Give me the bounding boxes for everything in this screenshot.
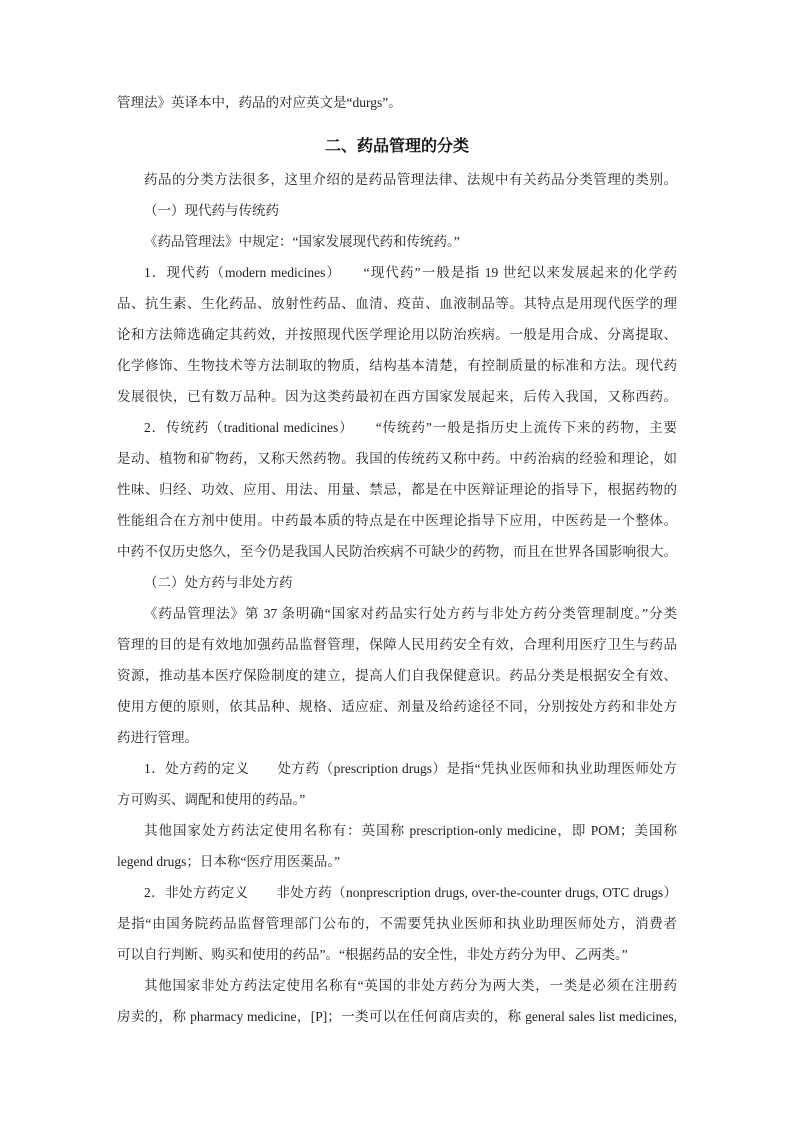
text-line: 《药品管理法》第 37 条明确“国家对药品实行处方药与非处方药分类管理制度。”分类 — [144, 606, 677, 621]
text-line: 方可购买、调配和使用的药品。” — [117, 792, 306, 807]
text-line: 1．现代药（modern medicines） “现代药”一般是指 19 世纪以来发展起来的化学药 — [144, 265, 677, 280]
text-line: 《药品管理法》中规定：“国家发展现代药和传统药。” — [144, 234, 460, 249]
text-line: 其他国家非处方药法定使用名称有“英国的非处方药分为两大类，一类是必须在注册药 — [144, 978, 677, 993]
text-line: 管理的目的是有效地加强药品监督管理，保障人民用药安全有效，合理利用医疗卫生与药品 — [117, 637, 677, 652]
text-line: 是指“由国务院药品监督管理部门公布的，不需要凭执业医师和执业助理医师处方，消费者 — [117, 916, 677, 931]
text-line: 可以自行判断、购买和使用的药品”。“根据药品的安全性，非处方药分为甲、乙两类。” — [117, 947, 628, 962]
text-line: （一）现代药与传统药 — [144, 203, 279, 218]
section-heading: 二、药品管理的分类 — [324, 138, 469, 155]
text-line: 化学修饰、生物技术等方法制取的物质，结构基本清楚，有控制质量的标准和方法。现代药 — [117, 358, 677, 373]
text-line: 使用方便的原则，依其品种、规格、适应症、剂量及给药途径不同，分别按处方药和非处方 — [117, 699, 677, 714]
text-line: 性味、归经、功效、应用、用法、用量、禁忌，都是在中医辩证理论的指导下，根据药物的 — [117, 482, 677, 497]
text-line: 管理法》英译本中，药品的对应英文是“durgs”。 — [117, 95, 402, 110]
text-line: 2．传统药（traditional medicines） “传统药”一般是指历史上流传下来的药物，主要 — [144, 420, 677, 435]
text-line: 是动、植物和矿物药，又称天然药物。我国的传统药又称中药。中药治病的经验和理论，如 — [117, 451, 677, 466]
text-line: 房卖的，称 pharmacy medicine，[P]；一类可以在任何商店卖的，称 general sales list medicines, — [117, 1009, 677, 1024]
text-line: 论和方法筛选确定其药效，并按照现代医学理论用以防治疾病。一般是用合成、分离提取、 — [117, 327, 677, 342]
text-line: 发展很快，已有数万品种。因为这类药最初在西方国家发展起来，后传入我国，又称西药。 — [117, 389, 677, 404]
text-line: 品、抗生素、生化药品、放射性药品、血清、疫苗、血液制品等。其特点是用现代医学的理 — [117, 296, 677, 311]
text-line: 其他国家处方药法定使用名称有：英国称 prescription-only medicine，即 POM；美国称 — [144, 823, 677, 838]
text-line: 资源，推动基本医疗保险制度的建立，提高人们自我保健意识。药品分类是根据安全有效、 — [117, 668, 677, 683]
text-line: 1．处方药的定义 处方药（prescription drugs）是指“凭执业医师和执业助理医师处方 — [144, 761, 677, 776]
text-line: 2．非处方药定义 非处方药（nonprescription drugs, over-the-counter drugs, OTC drugs） — [144, 885, 677, 900]
text-line: 中药不仅历史悠久，至今仍是我国人民防治疾病不可缺少的药物，而且在世界各国影响很大。 — [117, 544, 677, 559]
text-line: （二）处方药与非处方药 — [144, 575, 293, 590]
text-line: 药品的分类方法很多，这里介绍的是药品管理法律、法规中有关药品分类管理的类别。 — [144, 172, 677, 187]
text-line: legend drugs；日本称“医疗用医薬品。” — [117, 854, 341, 869]
text-line: 药进行管理。 — [117, 730, 198, 745]
text-line: 性能组合在方剂中使用。中药最本质的特点是在中医理论指导下应用，中医药是一个整体。 — [117, 513, 677, 528]
